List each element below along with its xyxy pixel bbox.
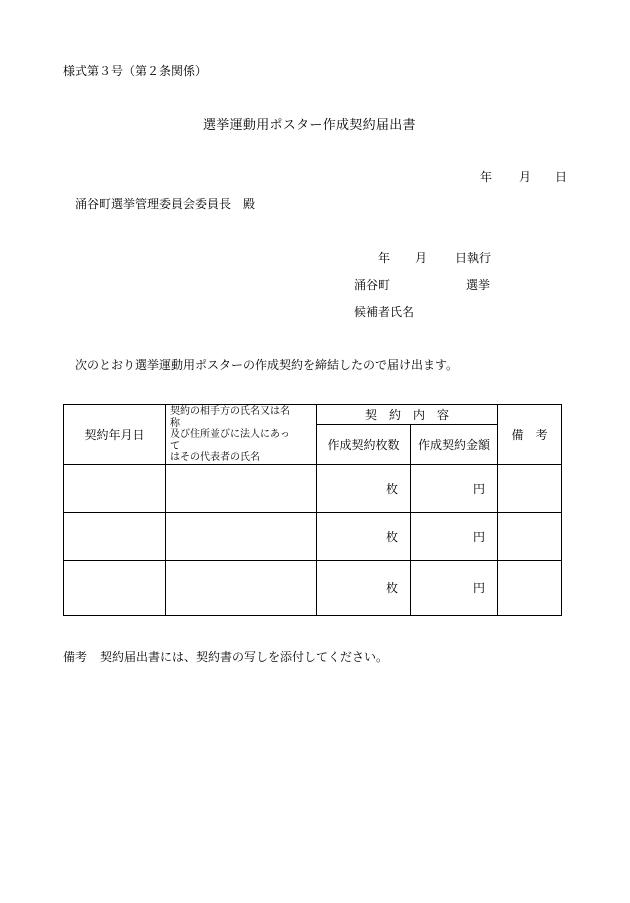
exec-day-label: 日執行 <box>455 251 492 265</box>
amount-cell[interactable]: 円 <box>411 512 498 560</box>
header-contract-content: 契 約 内 容 <box>317 405 498 425</box>
party-header-line: 契約の相手方の氏名又は名 <box>170 406 290 417</box>
header-quantity: 作成契約枚数 <box>317 425 411 464</box>
exec-year-label: 年 <box>378 251 391 265</box>
footnote-label: 備考 <box>63 650 88 664</box>
exec-month-label: 月 <box>415 251 428 265</box>
contract-party-cell[interactable] <box>166 512 317 560</box>
remarks-cell[interactable] <box>498 560 562 615</box>
quantity-cell[interactable]: 枚 <box>317 464 411 512</box>
quantity-cell[interactable]: 枚 <box>317 560 411 615</box>
addressee: 涌谷町選挙管理委員会委員長 殿 <box>75 197 256 211</box>
header-amount: 作成契約金額 <box>411 425 498 464</box>
date-year-label: 年 <box>480 170 493 184</box>
amount-cell[interactable]: 円 <box>411 464 498 512</box>
candidate-name-label: 候補者氏名 <box>354 305 415 319</box>
party-header-line: 及び住所並びに法人にあっ <box>170 429 290 440</box>
table-row <box>64 464 562 512</box>
contract-party-cell[interactable] <box>166 560 317 615</box>
table-row <box>64 512 562 560</box>
header-contract-party <box>166 405 317 465</box>
town-label: 涌谷町 <box>354 278 391 292</box>
contract-date-cell[interactable] <box>64 512 166 560</box>
contract-table <box>63 404 562 616</box>
header-remarks: 備 考 <box>498 405 562 465</box>
contract-date-cell[interactable] <box>64 560 166 615</box>
remarks-cell[interactable] <box>498 512 562 560</box>
footnote-text: 契約届出書には、契約書の写しを添付してください。 <box>100 650 389 664</box>
quantity-cell[interactable]: 枚 <box>317 512 411 560</box>
statement: 次のとおり選挙運動用ポスターの作成契約を締結したので届け出ます。 <box>75 358 459 372</box>
remarks-cell[interactable] <box>498 464 562 512</box>
amount-cell[interactable]: 円 <box>411 560 498 615</box>
form-number: 様式第３号（第２条関係） <box>63 64 208 78</box>
party-header-line: て <box>170 440 180 452</box>
header-contract-date: 契約年月日 <box>64 405 166 465</box>
date-month-label: 月 <box>519 170 532 184</box>
date-day-label: 日 <box>555 170 568 184</box>
contract-party-cell[interactable] <box>166 464 317 512</box>
table-row <box>64 560 562 615</box>
party-header-line: はその代表者の氏名 <box>170 452 260 463</box>
contract-date-cell[interactable] <box>64 464 166 512</box>
party-header-line: 称 <box>170 417 180 429</box>
page-title: 選挙運動用ポスター作成契約届出書 <box>203 118 416 133</box>
election-label: 選挙 <box>466 278 491 292</box>
